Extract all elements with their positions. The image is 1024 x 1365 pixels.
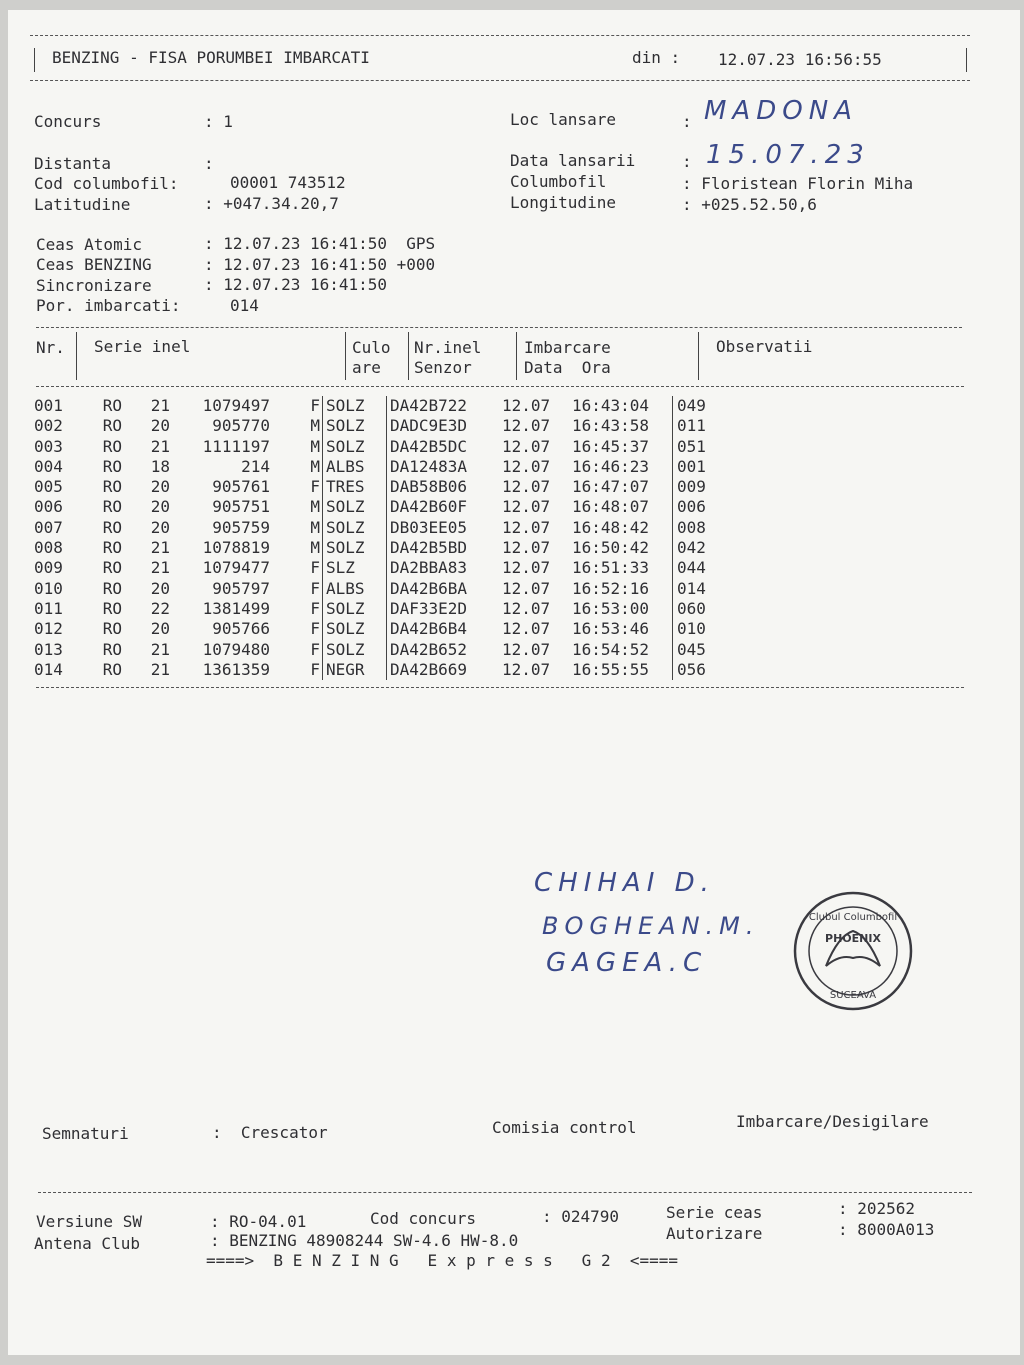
row-sensor: DADC9E3D xyxy=(387,416,497,436)
row-ring-serial: 1079480 xyxy=(202,639,270,659)
row-country: RO xyxy=(102,456,122,476)
row-ring-serial: 1111197 xyxy=(202,436,270,456)
row-sex: M xyxy=(310,497,320,517)
row-sex: M xyxy=(310,416,320,436)
row-observation: 045 xyxy=(673,640,706,660)
autorizare-label: Autorizare xyxy=(666,1224,763,1243)
signature-line-3: GAGEA.C xyxy=(546,948,708,978)
footer-rule xyxy=(38,1192,972,1193)
row-nr: 004 xyxy=(34,456,63,476)
row-date: 12.07 xyxy=(502,578,551,598)
row-sex: M xyxy=(310,538,320,558)
row-date: 12.07 xyxy=(502,659,551,679)
concurs-value: : 1 xyxy=(204,112,233,131)
row-nr: 008 xyxy=(34,538,63,558)
table-header-bottom-rule xyxy=(36,386,964,387)
row-country: RO xyxy=(102,619,122,639)
row-time: 16:43:04 xyxy=(572,396,650,415)
row-time: 16:50:42 xyxy=(572,538,650,558)
row-country: RO xyxy=(102,477,122,497)
row-sensor: DA42B5BD xyxy=(387,538,497,558)
row-year: 20 xyxy=(150,416,170,436)
din-label: din : xyxy=(632,48,681,67)
row-nr: 011 xyxy=(34,598,63,618)
row-year: 20 xyxy=(150,578,170,598)
row-color: SOLZ xyxy=(323,497,387,517)
table-divider xyxy=(698,332,699,380)
sincronizare-value: : 12.07.23 16:41:50 xyxy=(204,275,388,294)
row-sensor: DAF33E2D xyxy=(387,599,497,619)
row-year: 20 xyxy=(150,477,170,497)
row-year: 18 xyxy=(150,456,170,476)
loc-lansare-label: Loc lansare xyxy=(510,110,616,129)
comisia-control-label: Comisia control xyxy=(492,1118,637,1137)
row-nr: 001 xyxy=(34,396,63,415)
antena-club-value: : BENZING 48908244 SW-4.6 HW-8.0 xyxy=(210,1231,519,1250)
row-sex: F xyxy=(310,477,320,497)
row-country: RO xyxy=(102,598,122,618)
table-divider xyxy=(76,332,77,380)
stamp-bottom-text: SUCEAVA xyxy=(829,990,877,1001)
benzing-express-banner: ====> B E N Z I N G E x p r e s s G 2 <==== xyxy=(206,1251,679,1270)
row-nr: 010 xyxy=(34,578,63,598)
row-observation: 010 xyxy=(673,619,706,639)
club-stamp xyxy=(788,886,918,1016)
row-country: RO xyxy=(102,578,122,598)
row-ring-serial: 1079497 xyxy=(202,396,270,415)
row-observation: 008 xyxy=(673,518,706,538)
row-time: 16:53:00 xyxy=(572,598,650,618)
row-year: 22 xyxy=(150,598,170,618)
row-sex: F xyxy=(310,659,320,679)
row-observation: 014 xyxy=(673,579,706,599)
longitudine-value: : +025.52.50,6 xyxy=(682,195,817,214)
row-date: 12.07 xyxy=(502,416,551,436)
row-sensor: DA42B652 xyxy=(387,640,497,660)
document-sheet xyxy=(8,10,1020,1355)
table-row xyxy=(34,558,706,578)
row-ring-serial: 214 xyxy=(241,456,270,476)
row-time: 16:55:55 xyxy=(572,659,650,679)
cod-columbofil-value: 00001 743512 xyxy=(230,173,346,192)
row-time: 16:54:52 xyxy=(572,639,650,659)
semnaturi-label: Semnaturi xyxy=(42,1124,129,1143)
row-observation: 009 xyxy=(673,477,706,497)
row-nr: 002 xyxy=(34,416,63,436)
row-color: SOLZ xyxy=(323,640,387,660)
ceas-benzing-value: : 12.07.23 16:41:50 +000 xyxy=(204,255,436,274)
row-country: RO xyxy=(102,497,122,517)
ceas-atomic-value: : 12.07.23 16:41:50 GPS xyxy=(204,234,436,253)
row-time: 16:52:16 xyxy=(572,578,650,598)
row-nr: 013 xyxy=(34,639,63,659)
header-bottom-border xyxy=(30,80,970,81)
row-year: 20 xyxy=(150,517,170,537)
row-observation: 051 xyxy=(673,437,706,457)
data-lansarii-handwritten: 15.07.23 xyxy=(706,140,870,170)
distanta-value: : xyxy=(204,154,214,173)
row-nr: 003 xyxy=(34,436,63,456)
row-color: NEGR xyxy=(323,660,387,680)
row-date: 12.07 xyxy=(502,538,551,558)
row-ring-serial: 905759 xyxy=(212,517,270,537)
header-right-border xyxy=(966,48,967,72)
row-date: 12.07 xyxy=(502,598,551,618)
table-row xyxy=(34,579,706,599)
row-observation: 042 xyxy=(673,538,706,558)
row-date: 12.07 xyxy=(502,517,551,537)
col-header-observatii: Observatii xyxy=(716,337,813,356)
por-imbarcati-value: 014 xyxy=(230,296,259,315)
din-value: 12.07.23 16:56:55 xyxy=(718,50,882,69)
row-country: RO xyxy=(102,517,122,537)
row-ring-serial: 905751 xyxy=(212,497,270,517)
row-year: 21 xyxy=(150,639,170,659)
row-nr: 014 xyxy=(34,659,63,679)
semnaturi-crescator: : Crescator xyxy=(212,1123,328,1142)
row-sensor: DA12483A xyxy=(387,457,497,477)
row-year: 21 xyxy=(150,436,170,456)
row-date: 12.07 xyxy=(502,497,551,517)
row-nr: 005 xyxy=(34,477,63,497)
serie-ceas-value: : 202562 xyxy=(838,1199,916,1218)
row-observation: 049 xyxy=(673,396,706,416)
table-divider xyxy=(408,332,409,380)
row-time: 16:43:58 xyxy=(572,416,650,436)
row-sex: F xyxy=(310,639,320,659)
data-lansarii-label: Data lansarii xyxy=(510,151,636,170)
table-header-top-rule xyxy=(36,327,962,328)
stamp-top-text: Clubul Columbofil xyxy=(808,912,898,923)
row-sex: F xyxy=(310,578,320,598)
row-country: RO xyxy=(102,416,122,436)
col-header-nr-inel: Nr.inel xyxy=(414,338,482,357)
row-year: 21 xyxy=(150,396,170,415)
serie-ceas-label: Serie ceas xyxy=(666,1203,763,1222)
row-observation: 001 xyxy=(673,457,706,477)
antena-club-label: Antena Club xyxy=(34,1234,140,1253)
pigeon-table-body xyxy=(34,396,706,680)
row-sensor: DA42B6B4 xyxy=(387,619,497,639)
loc-lansare-colon: : xyxy=(682,112,692,131)
row-sex: F xyxy=(310,558,320,578)
table-row xyxy=(34,518,706,538)
col-header-serie-inel: Serie inel xyxy=(94,337,191,356)
row-nr: 007 xyxy=(34,517,63,537)
row-ring-serial: 905770 xyxy=(212,416,270,436)
row-ring-serial: 905766 xyxy=(212,619,270,639)
row-color: ALBS xyxy=(323,457,387,477)
row-sex: M xyxy=(310,517,320,537)
document-title: BENZING - FISA PORUMBEI IMBARCATI xyxy=(52,48,370,67)
row-year: 20 xyxy=(150,619,170,639)
row-date: 12.07 xyxy=(502,477,551,497)
row-country: RO xyxy=(102,639,122,659)
row-date: 12.07 xyxy=(502,436,551,456)
row-date: 12.07 xyxy=(502,639,551,659)
table-bottom-rule xyxy=(36,687,964,688)
row-color: SOLZ xyxy=(323,396,387,416)
row-observation: 056 xyxy=(673,660,706,680)
col-header-nr: Nr. xyxy=(36,338,65,357)
row-color: SOLZ xyxy=(323,599,387,619)
row-sex: F xyxy=(310,396,320,415)
table-row xyxy=(34,416,706,436)
header-top-border xyxy=(30,35,970,36)
row-ring-serial: 905797 xyxy=(212,578,270,598)
row-year: 20 xyxy=(150,497,170,517)
row-sensor: DAB58B06 xyxy=(387,477,497,497)
row-time: 16:53:46 xyxy=(572,619,650,639)
table-row xyxy=(34,640,706,660)
table-row xyxy=(34,619,706,639)
distanta-label: Distanta xyxy=(34,154,112,173)
row-color: SOLZ xyxy=(323,416,387,436)
row-color: SOLZ xyxy=(323,437,387,457)
pigeon-table xyxy=(34,396,706,680)
signature-line-2: BOGHEAN.M. xyxy=(542,912,760,940)
table-row xyxy=(34,660,706,680)
concurs-label: Concurs xyxy=(34,112,102,131)
row-time: 16:47:07 xyxy=(572,477,650,497)
row-time: 16:51:33 xyxy=(572,558,650,578)
row-sex: M xyxy=(310,456,320,476)
row-nr: 009 xyxy=(34,558,63,578)
row-date: 12.07 xyxy=(502,396,551,415)
row-sensor: DA42B5DC xyxy=(387,437,497,457)
row-ring-serial: 1361359 xyxy=(202,659,270,679)
latitudine-value: : +047.34.20,7 xyxy=(204,194,339,213)
versiune-sw-value: : RO-04.01 xyxy=(210,1212,307,1231)
row-color: TRES xyxy=(323,477,387,497)
row-observation: 060 xyxy=(673,599,706,619)
row-country: RO xyxy=(102,436,122,456)
row-color: SOLZ xyxy=(323,619,387,639)
col-header-data-ora: Data Ora xyxy=(524,358,611,377)
row-observation: 006 xyxy=(673,497,706,517)
row-sex: F xyxy=(310,598,320,618)
row-ring-serial: 1078819 xyxy=(202,538,270,558)
row-year: 21 xyxy=(150,538,170,558)
row-country: RO xyxy=(102,659,122,679)
table-divider xyxy=(516,332,517,380)
columbofil-label: Columbofil xyxy=(510,172,607,191)
data-lansarii-colon: : xyxy=(682,152,692,171)
table-row xyxy=(34,437,706,457)
row-sex: M xyxy=(310,436,320,456)
row-nr: 006 xyxy=(34,497,63,517)
row-sensor: DA42B722 xyxy=(387,396,497,416)
col-header-imbarcare: Imbarcare xyxy=(524,338,611,357)
col-header-culoare-2: are xyxy=(352,358,381,377)
row-color: ALBS xyxy=(323,579,387,599)
row-sensor: DB03EE05 xyxy=(387,518,497,538)
cod-concurs-label: Cod concurs xyxy=(370,1209,476,1228)
row-country: RO xyxy=(102,538,122,558)
signature-line-1: CHIHAI D. xyxy=(534,868,715,898)
longitudine-label: Longitudine xyxy=(510,193,616,212)
row-date: 12.07 xyxy=(502,619,551,639)
latitudine-label: Latitudine xyxy=(34,195,131,214)
row-ring-serial: 1381499 xyxy=(202,598,270,618)
row-sensor: DA42B6BA xyxy=(387,579,497,599)
cod-concurs-value: : 024790 xyxy=(542,1207,620,1226)
row-sensor: DA2BBA83 xyxy=(387,558,497,578)
cod-columbofil-label: Cod columbofil: xyxy=(34,174,179,193)
table-row xyxy=(34,477,706,497)
row-sensor: DA42B669 xyxy=(387,660,497,680)
por-imbarcati-label: Por. imbarcati: xyxy=(36,296,181,315)
table-divider xyxy=(345,332,346,380)
table-row xyxy=(34,497,706,517)
autorizare-value: : 8000A013 xyxy=(838,1220,935,1239)
row-observation: 011 xyxy=(673,416,706,436)
row-nr: 012 xyxy=(34,619,63,639)
header-left-border xyxy=(34,48,35,72)
columbofil-value: : Floristean Florin Miha xyxy=(682,174,914,193)
col-header-senzor: Senzor xyxy=(414,358,472,377)
versiune-sw-label: Versiune SW xyxy=(36,1212,142,1231)
ceas-benzing-label: Ceas BENZING xyxy=(36,255,152,274)
row-time: 16:48:07 xyxy=(572,497,650,517)
row-time: 16:48:42 xyxy=(572,517,650,537)
row-date: 12.07 xyxy=(502,456,551,476)
loc-lansare-handwritten: MADONA xyxy=(704,96,858,126)
row-year: 21 xyxy=(150,558,170,578)
row-time: 16:46:23 xyxy=(572,456,650,476)
col-header-culoare: Culo xyxy=(352,338,391,357)
sincronizare-label: Sincronizare xyxy=(36,276,152,295)
imbarcare-desigilare-label: Imbarcare/Desigilare xyxy=(736,1112,929,1131)
row-date: 12.07 xyxy=(502,558,551,578)
row-sensor: DA42B60F xyxy=(387,497,497,517)
table-row xyxy=(34,538,706,558)
row-time: 16:45:37 xyxy=(572,436,650,456)
table-row xyxy=(34,599,706,619)
row-ring-serial: 1079477 xyxy=(202,558,270,578)
row-year: 21 xyxy=(150,659,170,679)
row-color: SOLZ xyxy=(323,518,387,538)
row-observation: 044 xyxy=(673,558,706,578)
row-country: RO xyxy=(102,558,122,578)
row-sex: F xyxy=(310,619,320,639)
ceas-atomic-label: Ceas Atomic xyxy=(36,235,142,254)
stamp-center-text: PHOENIX xyxy=(825,932,881,945)
row-color: SLZ xyxy=(323,558,387,578)
row-ring-serial: 905761 xyxy=(212,477,270,497)
row-color: SOLZ xyxy=(323,538,387,558)
table-row xyxy=(34,457,706,477)
table-row xyxy=(34,396,706,416)
row-country: RO xyxy=(102,396,122,415)
